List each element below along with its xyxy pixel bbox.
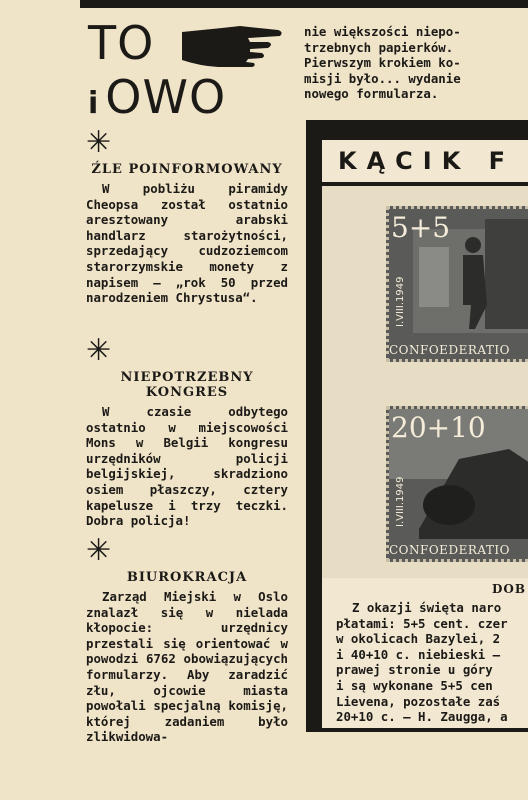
caption-line: w okolicach Bazylei, 2 (336, 631, 501, 647)
caption-line: Z okazji święta naro (352, 600, 502, 615)
stamp-country: CONFOEDERATIO (389, 343, 510, 357)
stamp-image (386, 206, 528, 362)
article-title-line2: KONGRES (145, 385, 229, 400)
caption-line: Lievena, pozostałe zaś (336, 693, 501, 709)
asterisk-icon: ✳ (86, 333, 112, 368)
article-title-line1: NIEPOTRZEBNY (120, 370, 254, 385)
continuation-line: Pierwszym krokiem ko- (304, 55, 461, 71)
article-body: W pobliżu piramidy Cheopsa został ostatnio aresztowany arabski handlarz starożytności, sprzedający cudzoziemcom starorzymskie monety z napisem — „rok 50 przed narodzeniem Chrystusa“. (86, 181, 288, 306)
continuation-line: trzebnych papierków. (304, 39, 454, 55)
stamp-country: CONFOEDERATIO (389, 543, 510, 557)
stamp-image (386, 406, 528, 562)
masthead-title-to: TO (88, 16, 155, 70)
caption-line: i są wykonane 5+5 cen (336, 677, 493, 693)
article-title: ŹLE POINFORMOWANY (91, 162, 283, 177)
stamp-caption-title: DOB (492, 582, 527, 596)
stamp-date: I.VIII.1949 (395, 276, 406, 327)
caption-line: płatami: 5+5 cent. czer (336, 615, 508, 631)
article-zle-poinformowany (86, 125, 288, 306)
article-biurokracja (86, 533, 288, 745)
top-rule-corner (80, 0, 88, 8)
masthead-i: i (88, 86, 100, 121)
article-body: W czasie odbytego ostatnio w miejscowości Mons w Belgii kongresu urzędników policji belgijskiej, skradziono osiem płaszczy, cztery kapelusze i trzy teczki. Dobra policja! (86, 404, 288, 529)
asterisk-icon: ✳ (86, 125, 112, 160)
stamp-value: 20+10 (391, 411, 486, 444)
article-niepotrzebny-kongres (86, 333, 288, 529)
caption-line: prawej stronie u góry (336, 662, 493, 678)
continuation-line: nowego formularza. (304, 86, 439, 102)
stamp-value: 5+5 (391, 211, 451, 244)
continuation-line: nie większości niepo- (304, 24, 461, 39)
stamp-caption-text (336, 600, 528, 725)
stamp-date: I.VIII.1949 (395, 476, 406, 527)
continuation-line: misji było... wydanie (304, 70, 461, 86)
asterisk-icon: ✳ (86, 533, 112, 568)
article-continuation (304, 24, 516, 102)
stamp-corner-header: KĄCIK F (322, 140, 528, 182)
masthead-owo-word: OWO (105, 70, 227, 124)
pointing-hand-icon (178, 22, 286, 68)
article-title: BIUROKRACJA (126, 570, 248, 585)
caption-line: 20+10 c. — H. Zaugga, a (336, 709, 508, 725)
caption-line: i 40+10 c. niebieski — (336, 646, 501, 662)
article-title (86, 370, 288, 400)
top-rule (88, 0, 528, 8)
masthead-title-owo (88, 72, 226, 129)
article-body: Zarząd Miejski w Oslo znalazł się w nielada kłopocie: urzędnicy przestali się orientować w powodzi 6762 obowiązujących formularzy. Aby zaradzić złu, ojcowie miasta powołali specjalną komisję, której zadaniem było zlikwidowa- (86, 589, 288, 745)
